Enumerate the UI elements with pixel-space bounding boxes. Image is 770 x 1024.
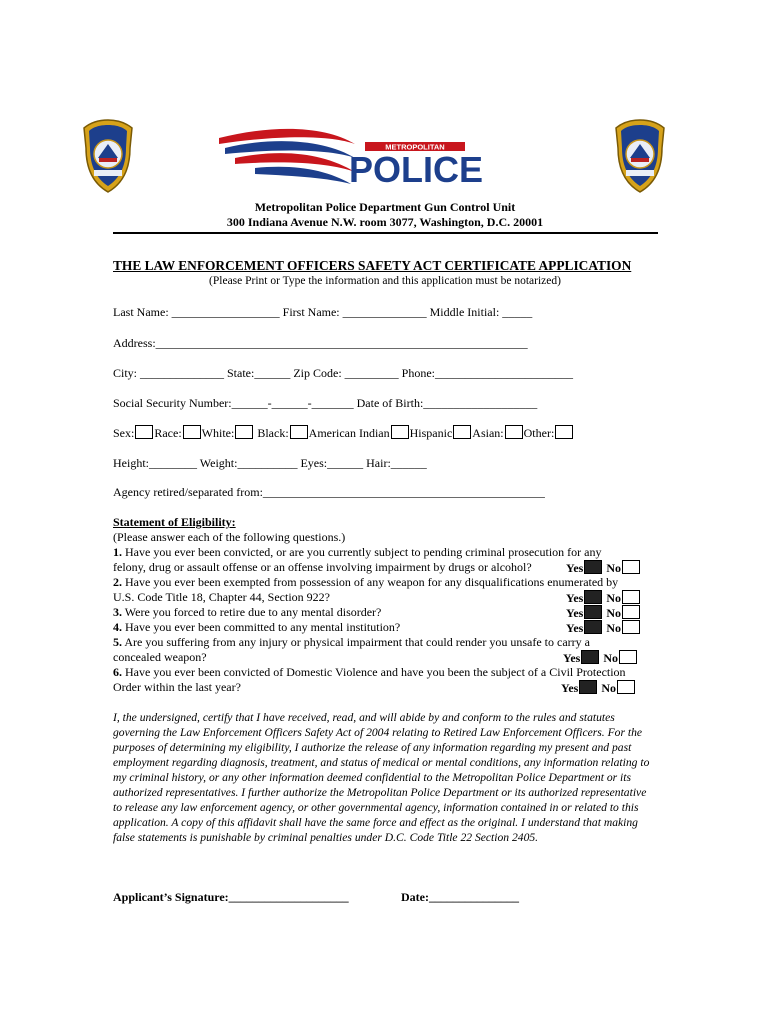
question-3-answer: Yes No xyxy=(566,605,641,621)
form-title: THE LAW ENFORCEMENT OFFICERS SAFETY ACT CERTIFICATE APPLICATION xyxy=(113,258,632,273)
q2-yes-checkbox[interactable] xyxy=(584,590,602,604)
question-5-line-1: 5. Are you suffering from any injury or physical impairment that could render you unsafe to carry a xyxy=(113,635,590,649)
question-6-answer: Yes No xyxy=(561,680,636,696)
certification-statement: I, the undersigned, certify that I have received, read, and will abide by and conform to the rules and statutes governing the Law Enforcement Officers Safety Act of 2004 relating to Retired Law Enforcement Officers. For the purposes of determining my eligibility, I authorize the release of any information regarding my present and past employment regarding diagnosis, treatment, and status of medical or mental conditions, any information relating to my criminal history, or any other information deemed confidential to the Metropolitan Police Department or its authorized representatives. I further authorize the Metropolitan Police Department or its authorized representative to release any law enforcement agency, or other governmental agency, information contained in or related to this application. A copy of this affidavit shall have the same force and effect as the original. I understand that making false statements is punishable by criminal penalties under D.C. Code Title 22 Section 2405. xyxy=(113,711,650,844)
metropolitan-police-logo xyxy=(215,124,505,196)
ssn-dob-line[interactable]: Social Security Number:______-______-_______ Date of Birth:___________________ xyxy=(113,396,538,410)
q2-no-checkbox[interactable] xyxy=(622,590,640,604)
sex-label: Sex: xyxy=(113,426,135,440)
question-3-line-1: 3. Were you forced to retire due to any mental disorder? xyxy=(113,605,382,619)
american-indian-checkbox[interactable] xyxy=(391,425,409,439)
q3-no-checkbox[interactable] xyxy=(622,605,640,619)
applicant-signature-line[interactable]: Applicant’s Signature:____________________ xyxy=(113,890,349,904)
race-option-white: White: xyxy=(201,426,235,440)
white-checkbox[interactable] xyxy=(235,425,253,439)
race-option-other: Other: xyxy=(523,426,555,440)
race-checkbox[interactable] xyxy=(183,425,201,439)
other-checkbox[interactable] xyxy=(555,425,573,439)
race-option-asian: Asian: xyxy=(472,426,504,440)
question-4-answer: Yes No xyxy=(566,620,641,636)
city-state-zip-phone-line[interactable]: City: ______________ State:______ Zip Code: _________ Phone:_______________________ xyxy=(113,366,573,380)
name-line[interactable]: Last Name: __________________ First Name: ______________ Middle Initial: _____ xyxy=(113,305,533,319)
question-1-line-1: 1. Have you ever been convicted, or are you currently subject to pending criminal prosecution for any xyxy=(113,545,602,559)
q6-yes-checkbox[interactable] xyxy=(579,680,597,694)
question-5-answer: Yes No xyxy=(563,650,638,666)
question-2-line-2: U.S. Code Title 18, Chapter 44, Section 922? xyxy=(113,590,330,604)
question-6-line-1: 6. Have you ever been convicted of Domestic Violence and have you been the subject of a Civil Protection xyxy=(113,665,626,679)
black-checkbox[interactable] xyxy=(290,425,308,439)
q1-yes-checkbox[interactable] xyxy=(584,560,602,574)
race-option-american-indian: American Indian xyxy=(308,426,390,440)
race-label: Race: xyxy=(154,426,182,440)
question-2-answer: Yes No xyxy=(566,590,641,606)
q5-no-checkbox[interactable] xyxy=(619,650,637,664)
q4-no-checkbox[interactable] xyxy=(622,620,640,634)
agency-line[interactable]: Agency retired/separated from:_______________________________________________ xyxy=(113,485,545,499)
sex-race-row xyxy=(113,425,574,441)
date-line[interactable]: Date:_______________ xyxy=(401,890,519,904)
right-police-badge-icon xyxy=(612,118,668,194)
asian-checkbox[interactable] xyxy=(505,425,523,439)
race-option-black: Black: xyxy=(257,426,289,440)
question-6-line-2: Order within the last year? xyxy=(113,680,241,694)
svg-text:POLICE: POLICE xyxy=(349,149,484,190)
question-4-line-1: 4. Have you ever been committed to any mental institution? xyxy=(113,620,401,634)
address-field-line[interactable]: Address:______________________________________________________________ xyxy=(113,336,528,350)
q5-yes-checkbox[interactable] xyxy=(581,650,599,664)
q4-yes-checkbox[interactable] xyxy=(584,620,602,634)
sex-checkbox[interactable] xyxy=(135,425,153,439)
question-1-line-2: felony, drug or assault offense or an offense involving impairment by drugs or alcohol? xyxy=(113,560,532,574)
eligibility-heading: Statement of Eligibility: xyxy=(113,515,236,529)
question-1-answer: Yes No xyxy=(566,560,641,576)
hispanic-checkbox[interactable] xyxy=(453,425,471,439)
left-police-badge-icon xyxy=(80,118,136,194)
eligibility-instructions: (Please answer each of the following questions.) xyxy=(113,530,346,544)
unit-line: Metropolitan Police Department Gun Control Unit xyxy=(254,200,516,214)
question-2-line-1: 2. Have you ever been exempted from possession of any weapon for any disqualifications enumerated by xyxy=(113,575,619,589)
form-subtitle: (Please Print or Type the information and this application must be notarized) xyxy=(209,275,561,287)
q6-no-checkbox[interactable] xyxy=(617,680,635,694)
q1-no-checkbox[interactable] xyxy=(622,560,640,574)
address-line: 300 Indiana Avenue N.W. room 3077, Washington, D.C. 20001 xyxy=(226,215,544,229)
race-option-hispanic: Hispanic xyxy=(409,426,453,440)
svg-text:METROPOLITAN: METROPOLITAN xyxy=(385,142,445,152)
height-weight-line[interactable]: Height:________ Weight:__________ Eyes:______ Hair:______ xyxy=(113,456,427,470)
q3-yes-checkbox[interactable] xyxy=(584,605,602,619)
question-5-line-2: concealed weapon? xyxy=(113,650,207,664)
header-divider xyxy=(113,232,658,234)
